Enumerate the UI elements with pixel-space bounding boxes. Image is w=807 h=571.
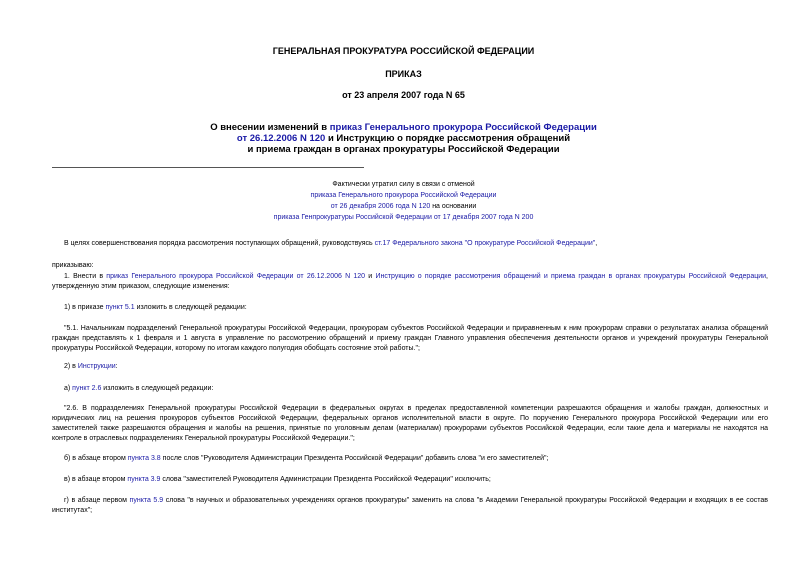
clause-3-8-link[interactable]: пункта 3.8 bbox=[127, 455, 161, 462]
quote-5-1-paragraph: "5.1. Начальникам подразделений Генеральной прокуратуры Российской Федерации, прокурорам субъектов Российской Федерации и приравненным к ним прокурорам справки о результатах анализа обращений граждан представлять к 1 февраля и 1 августа в управление по рассмотрению обращений и приему граждан Главного управления обеспечения деятельности органов и учреждений прокуратуры Генеральной прокуратуры Российской Федерации, которому по итогам каждого полугодия обобщать состояние этой работы."; bbox=[52, 325, 768, 352]
status-note-line: от 26 декабря 2006 года N 120 на основании bbox=[330, 203, 477, 210]
document-date-number: от 23 апреля 2007 года N 65 bbox=[342, 90, 465, 100]
subitem-a-paragraph: а) пункт 2.6 изложить в следующей редакции: bbox=[64, 385, 214, 392]
law-article-link[interactable]: ст.17 Федерального закона "О прокуратуре Российской Федерации" bbox=[374, 240, 596, 247]
status-note-line: Фактически утратил силу в связи с отменой bbox=[332, 181, 475, 188]
clause-3-9-link[interactable]: пункта 3.9 bbox=[127, 476, 161, 483]
subject-line-1: О внесении изменений в приказ Генерального прокурора Российской Федерации bbox=[210, 122, 597, 133]
subject-line-3: и приема граждан в органах прокуратуры Российской Федерации bbox=[247, 144, 560, 155]
status-note bbox=[0, 179, 807, 223]
subitem-v-paragraph: в) в абзаце втором пункта 3.9 слова "заместителей Руководителя Администрации Президента Российской Федерации" исключить; bbox=[64, 476, 491, 483]
subitem-2-paragraph: 2) в Инструкции: bbox=[64, 363, 118, 370]
order-120-link[interactable]: приказ Генерального прокурора Российской Федерации от 26.12.2006 N 120 bbox=[106, 273, 366, 280]
subject-order-link[interactable]: приказ Генерального прокурора Российской Федерации bbox=[329, 122, 597, 133]
repealing-order-link[interactable]: приказа Генпрокуратуры Российской Федерации от 17 декабря 2007 года N 200 bbox=[273, 214, 534, 221]
clause-5-9-link[interactable]: пункта 5.9 bbox=[129, 497, 164, 504]
order-word: приказываю: bbox=[52, 262, 94, 269]
quote-2-6-paragraph: "2.6. В подразделениях Генеральной прокуратуры Российской Федерации в федеральных округах в пределах предоставленной компетенции разрешаются обращения и жалобы граждан, должностных и юридических лиц на решения прокуроров субъектов Российской Федерации, федеральных органов исполнительной власти в округе. По поручению Генерального прокурора Российской Федерации или его заместителей также разрешаются обращения и жалобы на решения, принятые по уголовным делам (материалам) прокурорами субъектов Российской Федерации, если такие дела и материалы не находятся на контроле в отраслевых подразделениях Генеральной прокуратуры Российской Федерации."; bbox=[52, 405, 768, 442]
status-note-link[interactable]: приказа Генерального прокурора Российской Федерации bbox=[310, 192, 497, 199]
clause-5-1-link[interactable]: пункт 5.1 bbox=[105, 304, 135, 311]
subitem-g-paragraph: г) в абзаце первом пункта 5.9 слова "в научных и образовательных учреждениях органов прокуратуры" заменить на слова "в Академии Генеральной прокуратуры Российской Федерации и входящих в ее состав институтах"; bbox=[52, 497, 768, 514]
organization-title: ГЕНЕРАЛЬНАЯ ПРОКУРАТУРА РОССИЙСКОЙ ФЕДЕРАЦИИ bbox=[272, 46, 535, 56]
instruction-link[interactable]: Инструкцию о порядке рассмотрения обращений и приема граждан в органах прокуратуры Российской Федерации bbox=[375, 273, 767, 280]
divider bbox=[52, 167, 364, 168]
preamble-paragraph: В целях совершенствования порядка рассмотрения поступающих обращений, руководствуясь ст.17 Федерального закона "О прокуратуре Российской Федерации", bbox=[64, 240, 598, 247]
status-note-date-link[interactable]: от 26 декабря 2006 года N 120 bbox=[330, 203, 431, 210]
document-subject bbox=[0, 122, 807, 155]
instruction-short-link[interactable]: Инструкции bbox=[77, 363, 116, 370]
clause-2-6-link[interactable]: пункт 2.6 bbox=[72, 385, 102, 392]
subject-line-2: от 26.12.2006 N 120 и Инструкцию о порядке рассмотрения обращений bbox=[236, 133, 571, 144]
subject-order-date-link[interactable]: от 26.12.2006 N 120 bbox=[236, 133, 326, 144]
subitem-1-paragraph: 1) в приказе пункт 5.1 изложить в следующей редакции: bbox=[64, 304, 247, 311]
document-type: ПРИКАЗ bbox=[385, 69, 422, 79]
subitem-b-paragraph: б) в абзаце втором пункта 3.8 после слов "Руководителя Администрации Президента Российской Федерации" добавить слова "и его заместителей"; bbox=[64, 455, 549, 462]
item-1-paragraph: 1. Внести в приказ Генерального прокурора Российской Федерации от 26.12.2006 N 120 и Инструкцию о порядке рассмотрения обращений и приема граждан в органах прокуратуры Российской Федерации, утвержденную этим приказом, следующие изменения: bbox=[52, 273, 768, 290]
